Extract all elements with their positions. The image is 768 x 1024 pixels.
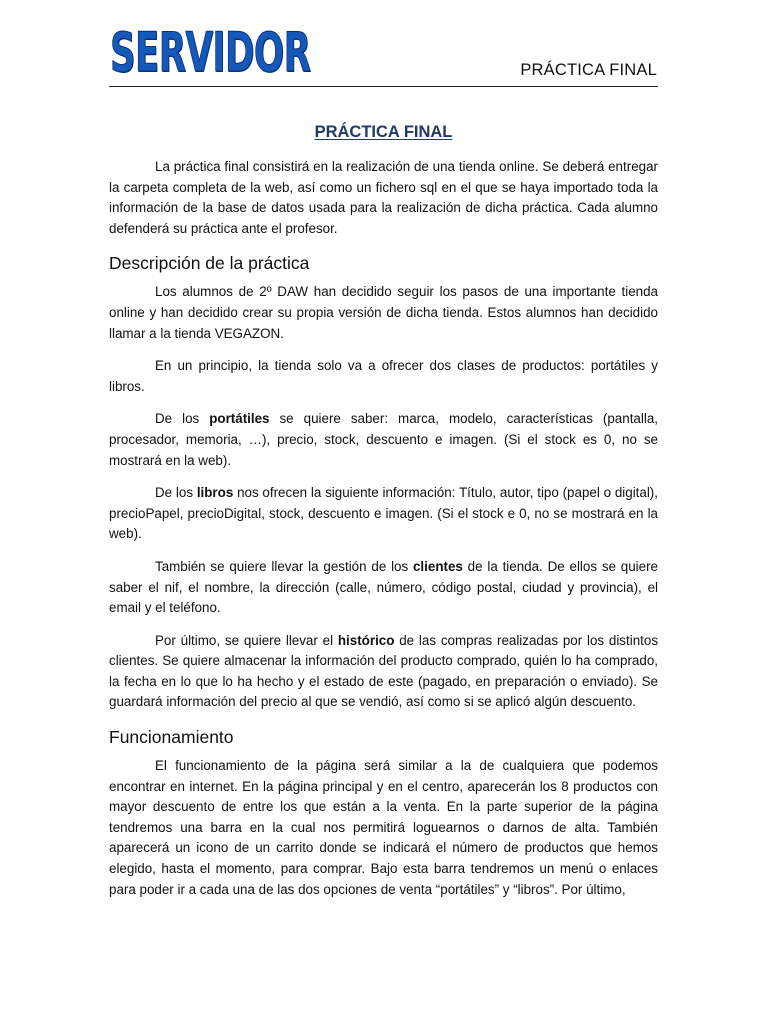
text-fragment: se quiere saber: marca, modelo, características (pantalla, procesador, memoria, …), precio, stock, descuento e imagen. (Si el stock es 0, no se mostrará en la web).	[109, 411, 658, 468]
section-heading-descripcion: Descripción de la práctica	[109, 253, 310, 274]
servidor-logo: SERVIDOR	[110, 21, 311, 84]
text-fragment: De los	[155, 485, 197, 501]
text-fragment: de las compras realizadas por los distintos clientes. Se quiere almacenar la información del producto comprado, quién lo ha comprado, la fecha en lo que lo ha hecho y el estado de este (pagado, en preparación o enviado). Se guardará información del precio al que se vendió, así como si se aplicó algún descuento.	[109, 632, 659, 710]
bold-term-libros: libros	[196, 485, 234, 501]
text-fragment: de la tienda. De ellos se quiere saber el nif, el nombre, la dirección (calle, número, código postal, ciudad y provincia), el email y el teléfono.	[109, 558, 658, 616]
paragraph-productos: En un principio, la tienda solo va a ofrecer dos clases de productos: portátiles y libros.	[109, 358, 658, 394]
bold-term-historico: histórico	[337, 632, 395, 648]
paragraph-libros	[109, 483, 658, 545]
bold-term-portatiles: portátiles	[209, 411, 270, 427]
paragraph-historico	[109, 631, 658, 713]
intro-paragraph: La práctica final consistirá en la realización de una tienda online. Se deberá entregar la carpeta completa de la web, así como un fichero sql en el que se haya importado toda la información de la base de datos usada para la realización de dicha práctica. Cada alumno defenderá su práctica ante el profesor.	[109, 159, 658, 236]
text-fragment: También se quiere llevar la gestión de los	[155, 558, 413, 574]
section-heading-funcionamiento: Funcionamiento	[109, 727, 234, 748]
bold-term-clientes: clientes	[412, 558, 463, 574]
text-fragment: De los	[155, 411, 210, 427]
paragraph-clientes	[109, 557, 658, 619]
paragraph-vegazon: Los alumnos de 2º DAW han decidido seguir los pasos de una importante tienda online y han decidido crear su propia versión de dicha tienda. Estos alumnos han decidido llamar a la tienda VEGAZON.	[109, 284, 658, 341]
document-title: PRÁCTICA FINAL	[314, 123, 453, 141]
header-title: PRÁCTICA FINAL	[520, 61, 657, 79]
text-fragment: Por último, se quiere llevar el	[155, 632, 338, 648]
text-fragment: nos ofrecen la siguiente información: Título, autor, tipo (papel o digital), precioPapel, precioDigital, stock, descuento e imagen. (Si el stock e 0, no se mostrará en la web).	[109, 485, 658, 542]
paragraph-funcionamiento: El funcionamiento de la página será similar a la de cualquiera que podemos encontrar en internet. En la página principal y en el centro, aparecerán los 8 productos con mayor descuento de entre los que están a la venta. En la parte superior de la página tendremos una barra en la cual nos permitirá loguearnos o darnos de alta. También aparecerá un icono de un carrito donde se indicará el número de productos que hemos elegido, hasta el momento, para comprar. Bajo esta barra tendremos un menú o enlaces para poder ir a cada una de las dos opciones de venta “portátiles” y “libros”. Por último,	[109, 758, 658, 897]
page-header	[109, 0, 658, 87]
paragraph-portatiles	[109, 409, 658, 471]
